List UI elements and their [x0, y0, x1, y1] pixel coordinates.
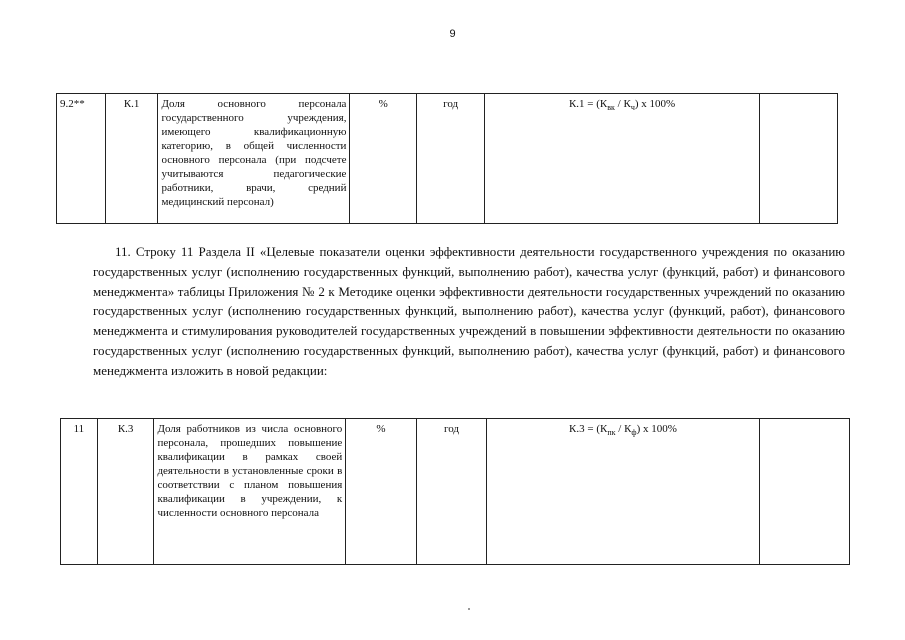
amendment-paragraph-text: 11. Строку 11 Раздела II «Целевые показатели оценки эффективности деятельности государственного учреждения по оказанию государственных услуг (исполнению государственных функций, выполнению работ), качества услуг (функций, работ) и финансового менеджмента» таблицы Приложения № 2 к Методике оценки эффективности деятельности государственных учреждений по оказанию государственных услуг (исполнению государственных функций, выполнению работ), качества услуг (функций, работ), финансового менеджмента и стимулирования руководителей государственных учреждений в повышении эффективности деятельности по оказанию государственных услуг (исполнению государственных функций, выполнению работ), качества услуг (функций, работ) и финансового менеджмента изложить в новой редакции:	[93, 244, 845, 378]
indicator-code-cell: К.1	[105, 94, 158, 224]
table-row	[57, 94, 838, 224]
page-number: 9	[449, 28, 456, 40]
indicator-period-cell: год	[416, 419, 487, 565]
indicator-period-cell: год	[416, 94, 484, 224]
indicator-table-9-2	[56, 93, 838, 224]
scan-artifact	[468, 608, 470, 610]
table-row	[61, 419, 850, 565]
indicator-table-11	[60, 418, 850, 565]
indicator-unit-cell: %	[346, 419, 416, 565]
indicator-unit-cell: %	[350, 94, 416, 224]
indicator-extra-cell	[759, 419, 849, 565]
indicator-number-cell: 11	[61, 419, 98, 565]
indicator-formula-cell: $К.1 = (К_{вк} / К_ч)$ х 100%	[485, 94, 759, 224]
indicator-description-cell: Доля основного персонала государственного учреждения, имеющего квалификационную категорию, в общей численности основного персонала (при подсчете учитываются педагогические работники, врачи, средний медицинский персонал)	[158, 94, 350, 224]
indicator-formula-cell: $К.3 = (К_{пк} / К_ф)$ х 100%	[487, 419, 760, 565]
amendment-paragraph	[93, 242, 845, 381]
indicator-extra-cell	[759, 94, 837, 224]
indicator-code-cell: К.3	[97, 419, 154, 565]
indicator-number-cell: 9.2**	[57, 94, 106, 224]
indicator-description-cell: Доля работников из числа основного персонала, прошедших повышение квалификации в рамках своей деятельности в установленные сроки в соответствии с планом повышения квалификации в учреждении, к численности основного персонала	[154, 419, 346, 565]
